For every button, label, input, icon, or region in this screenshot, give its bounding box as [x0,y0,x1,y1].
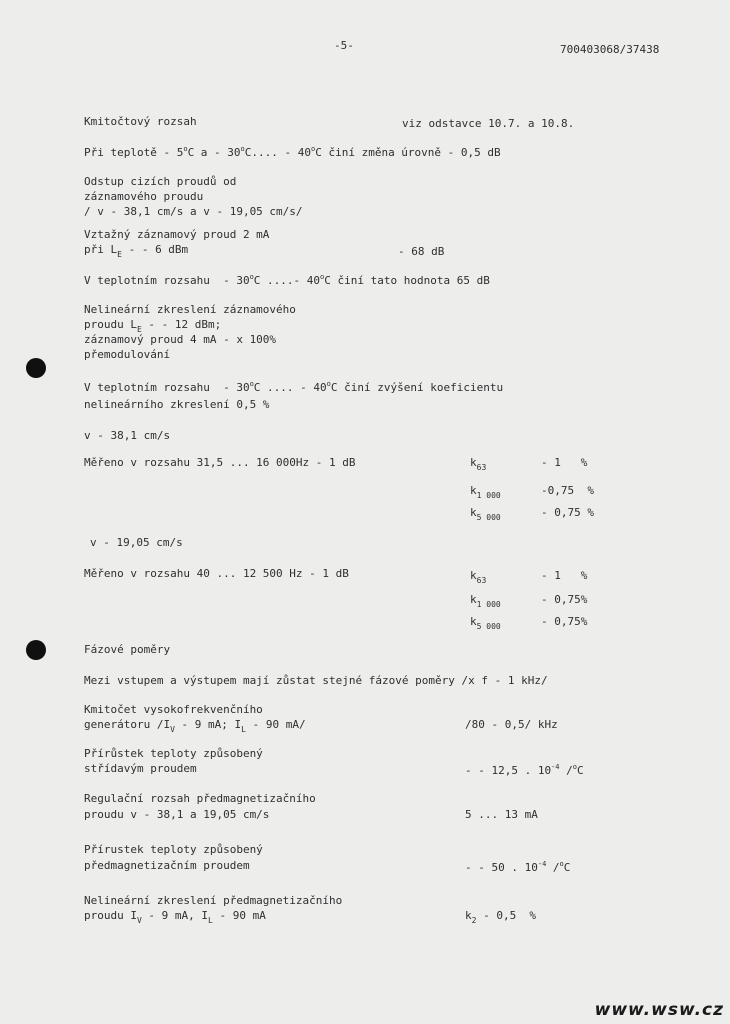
heading-kmitoctovy-rozsah: Kmitočtový rozsah [84,115,197,128]
vztazny-value: - 68 dB [398,245,445,258]
watermark-wsw: www.wsw.cz [594,1000,724,1020]
k-value-value: - 0,75 % [541,506,594,519]
prirustek-line-1: Přírůstek teploty způsobený [84,747,263,760]
kmitocet-value: /80 - 0,5/ kHz [465,718,558,731]
mereno-38-line: Měřeno v rozsahu 31,5 ... 16 000Hz - 1 dB [84,456,356,469]
punch-hole-1 [26,358,46,378]
k-value-row: $k_{1 000}$ [470,593,501,609]
k-value-row: $k_{5 000}$ [470,615,501,631]
prirustek-value: - - 12,5 . $10^{-4}$ /$^o$C [465,763,584,777]
regulacni-line-1: Regulační rozsah předmagnetizačního [84,792,316,805]
vztazny-line-2: při $L_E$ - - 6 dBm [84,243,189,259]
kmitocet-line-2: generátoru $/I_V - 9$ mA; $I_L - 90$ mA/ [84,718,306,734]
regulacni-line-2: proudu v - 38,1 a 19,05 cm/s [84,808,270,821]
nelin2-value: $k_2 - 0,5$ % [465,909,537,925]
k-value-value: - 1 % [541,569,588,582]
heading-fazove-pomery: Fázové poměry [84,643,171,656]
nelin-line-4: přemodulování [84,348,171,361]
nelin-line-2: proudu $L_E$ - - 12 dBm; [84,318,222,334]
kmitocet-line-1: Kmitočet vysokofrekvenčního [84,703,263,716]
k-value-value: - 0,75% [541,615,588,628]
nelin-line-3: záznamový proud 4 mA - x 100% [84,333,277,346]
document-number: 700403068/37438 [560,43,660,56]
k-value-row: $k_{63}$ [470,456,487,472]
nelin-line-1: Nelineární zkreslení záznamového [84,303,296,316]
prirustek2-line-2: předmagnetizačním proudem [84,859,250,872]
k-value-value: - 1 % [541,456,588,469]
speed-38-heading: v - 38,1 cm/s [84,429,171,442]
temperature-range-line-1: V teplotním rozsahu - 30$^o$C ....- 40$^o$C činí tato hodnota 65 dB [84,273,490,287]
reference-viz-odstavce: viz odstavce 10.7. a 10.8. [402,117,575,130]
odstup-line-1: Odstup cizích proudů od [84,175,237,188]
fazove-text: Mezi vstupem a výstupem mají zůstat stejné fázové poměry /x f - 1 kHz/ [84,674,548,687]
prirustek2-line-1: Přírustek teploty způsobený [84,843,263,856]
speed-19-heading: v - 19,05 cm/s [90,536,183,549]
k-value-value: - 0,75% [541,593,588,606]
mereno-19-line: Měřeno v rozsahu 40 ... 12 500 Hz - 1 dB [84,567,349,580]
temperature-range-line-3: nelineárního zkreslení 0,5 % [84,398,270,411]
nelin2-line-2: proudu $I_V - 9$ mA, $I_L - 90$ mA [84,909,266,925]
prirustek-line-2: střídavým proudem [84,762,197,775]
temperature-level-line: Při teplotě - 5$^o$C a - 30$^o$C.... - 40$^o$C činí změna úrovně - 0,5 dB [84,145,501,159]
page-number: -5- [334,39,354,52]
k-value-row: $k_{1 000}$ [470,484,501,500]
nelin2-line-1: Nelineární zkreslení předmagnetizačního [84,894,343,907]
k-value-row: $k_{63}$ [470,569,487,585]
odstup-line-3: / v - 38,1 cm/s a v - 19,05 cm/s/ [84,205,303,218]
regulacni-value: 5 ... 13 mA [465,808,538,821]
k-value-value: -0,75 % [541,484,594,497]
temperature-range-line-2: V teplotním rozsahu - 30$^o$C .... - 40$^o$C činí zvýšení koeficientu [84,380,504,394]
punch-hole-2 [26,640,46,660]
prirustek2-value: - - 50 . $10^{-4}$ /$^o$C [465,860,571,874]
k-value-row: $k_{5 000}$ [470,506,501,522]
odstup-line-2: záznamového proudu [84,190,204,203]
vztazny-line-1: Vztažný záznamový proud 2 mA [84,228,270,241]
